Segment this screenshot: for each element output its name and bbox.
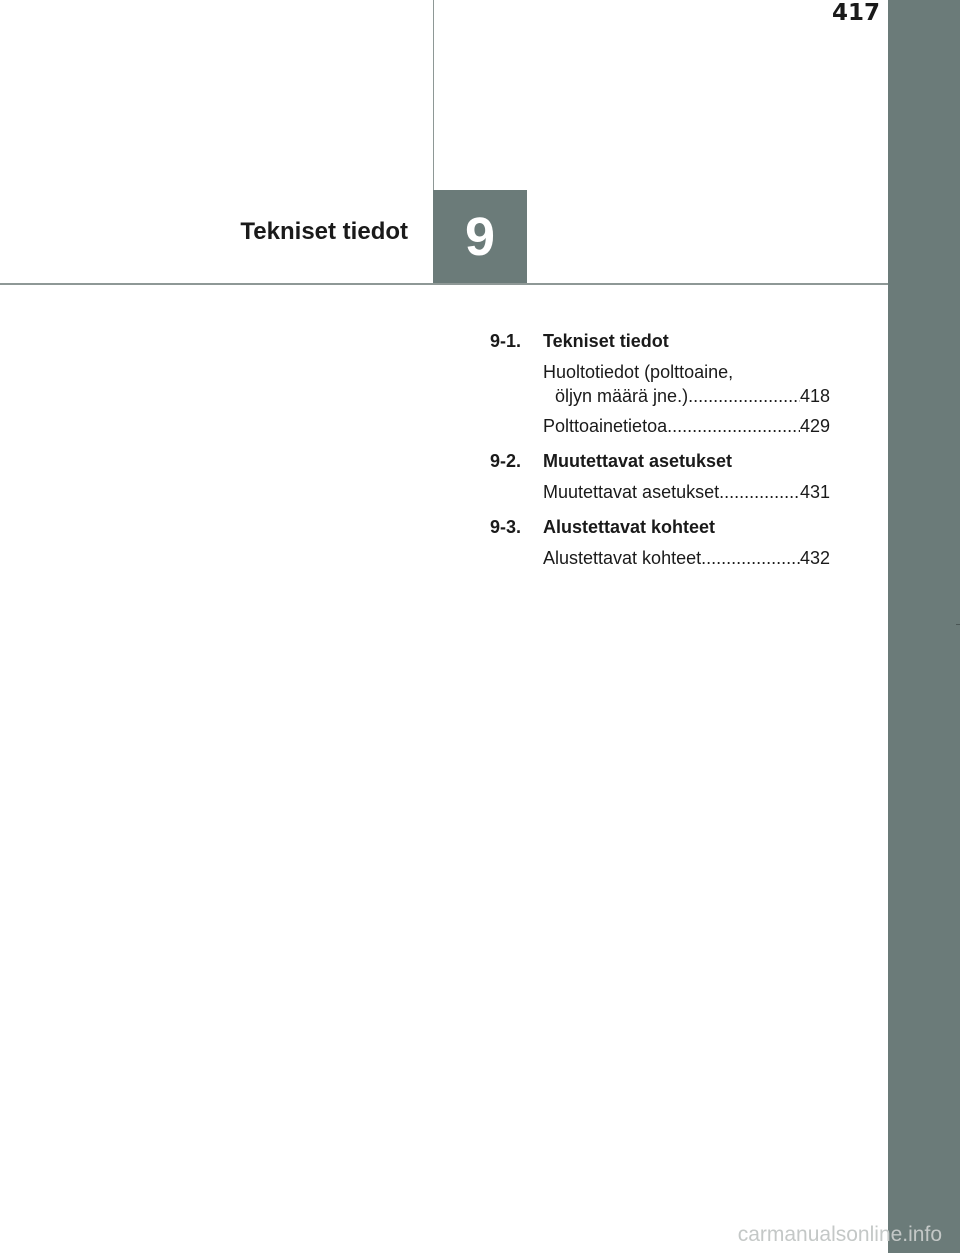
toc-entry-muutettavat-asetukset[interactable] — [543, 480, 830, 504]
entry-page: 431 — [799, 482, 830, 502]
dot-leader — [688, 384, 800, 408]
chapter-title: Tekniset tiedot — [240, 218, 408, 245]
section-title: Tekniset tiedot — [543, 331, 669, 351]
toc-section-9-2 — [490, 448, 830, 504]
entry-page: 429 — [799, 416, 830, 436]
toc-section-9-3 — [490, 514, 830, 570]
entry-title-line2: öljyn määrä jne.) — [555, 386, 689, 406]
watermark: carmanualsonline.info — [737, 1223, 942, 1246]
side-tab-tick — [956, 624, 960, 625]
toc-section-header[interactable] — [490, 514, 830, 540]
chapter-number-box — [433, 190, 527, 283]
horizontal-rule — [0, 283, 888, 285]
toc-entry-alustettavat-kohteet[interactable] — [543, 546, 830, 570]
entry-page: 418 — [799, 386, 830, 406]
dot-leader — [719, 480, 800, 504]
page-number: 417 — [831, 0, 880, 26]
toc-section-9-1 — [490, 328, 830, 438]
chapter-side-tab — [888, 0, 960, 1253]
entry-title-line1: Huoltotiedot (polttoaine, — [543, 362, 734, 382]
dot-leader — [701, 546, 800, 570]
table-of-contents — [490, 328, 830, 580]
toc-entry-huoltotiedot[interactable] — [543, 360, 830, 408]
entry-title: Polttoainetietoa — [543, 416, 668, 436]
section-number: 9-1. — [490, 331, 522, 351]
toc-entry-polttoainetietoa[interactable] — [543, 414, 830, 438]
entry-title: Muutettavat asetukset — [543, 482, 720, 502]
toc-section-header[interactable] — [490, 448, 830, 474]
chapter-number: 9 — [464, 206, 496, 267]
toc-section-header[interactable] — [490, 328, 830, 354]
section-title: Muutettavat asetukset — [543, 451, 733, 471]
entry-page: 432 — [799, 548, 830, 568]
dot-leader — [667, 414, 800, 438]
vertical-rule — [433, 0, 434, 190]
section-number: 9-2. — [490, 451, 522, 471]
entry-title: Alustettavat kohteet — [543, 548, 702, 568]
section-title: Alustettavat kohteet — [543, 517, 716, 537]
section-number: 9-3. — [490, 517, 522, 537]
